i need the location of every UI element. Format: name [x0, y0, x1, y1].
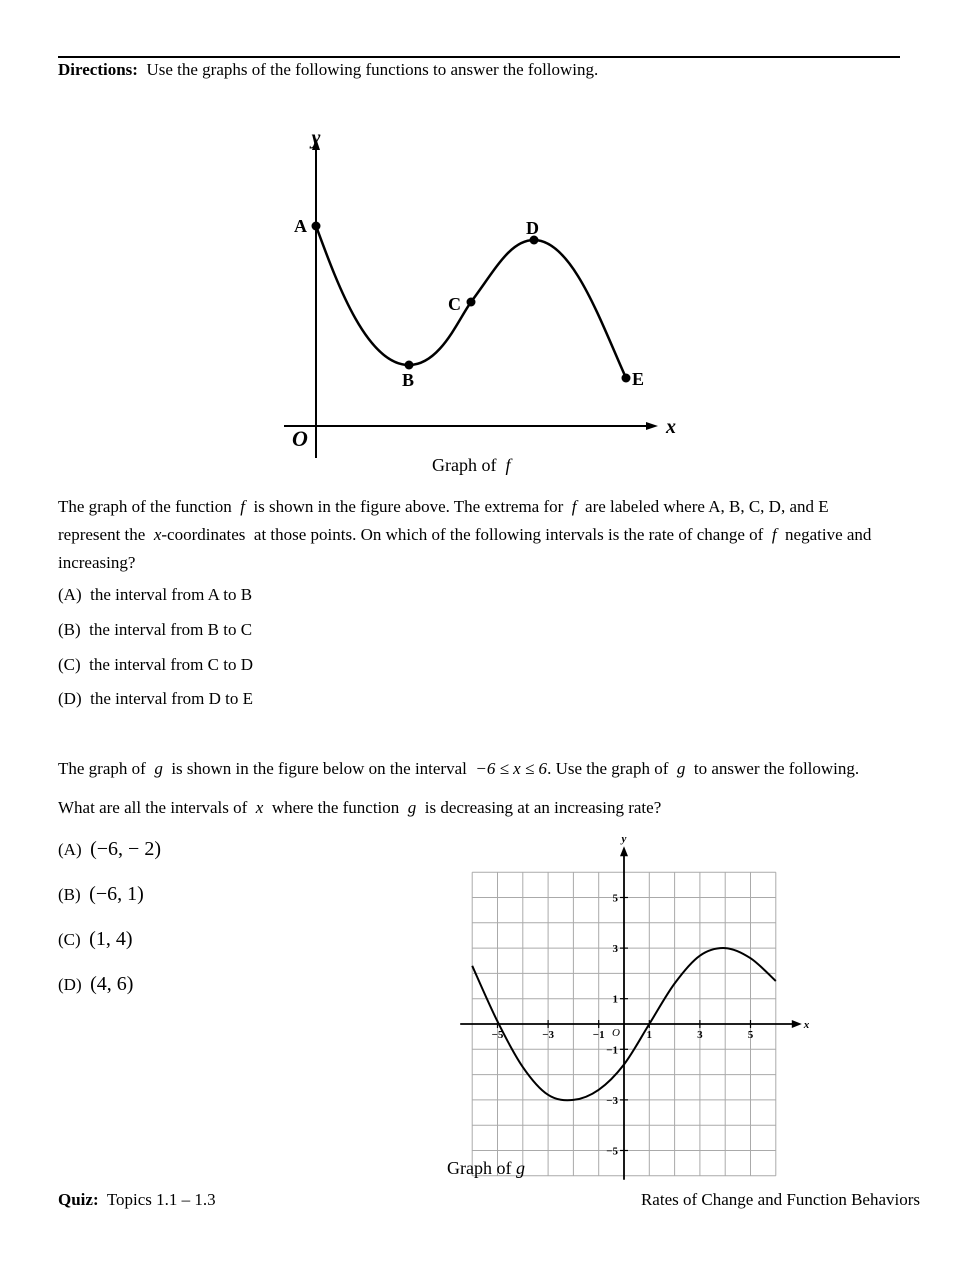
q2-option-b[interactable]: (B) (−6, 1) [58, 883, 144, 905]
f-point-c [467, 298, 476, 307]
question2-stem: What are all the intervals of x where the function g is decreasing at an increasing rate? [58, 798, 662, 817]
f-point-a [312, 222, 321, 231]
g-y-arrow [620, 846, 628, 856]
g-x-tick-label: −1 [592, 1029, 605, 1041]
f-label-b: B [402, 370, 415, 390]
g-caption-var: g [515, 1158, 525, 1178]
directions: Directions: Use the graphs of the following functions to answer the following. [58, 60, 599, 79]
g-y-tick-label: −3 [606, 1094, 618, 1107]
graph-f-caption: Graph of f [432, 455, 511, 475]
g-ticks [492, 893, 754, 1158]
g-y-tick-label: 1 [612, 993, 618, 1006]
f-label-e: E [632, 369, 645, 389]
f-x-arrow [646, 422, 658, 430]
f-label-a: A [294, 216, 307, 236]
f-origin-label: O [292, 426, 308, 451]
g-caption [447, 1158, 525, 1178]
q2-option-a[interactable]: (A) (−6, − 2) [58, 838, 161, 860]
g-x-tick-label: −5 [491, 1029, 504, 1041]
header-rule [58, 56, 900, 58]
g-y-tick-label: −5 [606, 1145, 618, 1158]
g-x-tick-label: 3 [697, 1029, 703, 1041]
g-y-tick-label: 3 [612, 943, 618, 956]
g-origin-label: O [612, 1027, 620, 1039]
q1-option-d[interactable]: (D) the interval from D to E [58, 689, 253, 708]
question1-stem: The graph of the function f is shown in the figure above. The extrema for f are labeled where A, B, C, D, and E represent the x-coordinates at those points. On which of the following intervals is the rate of change of f negative and increasing? [58, 497, 872, 572]
footer-right: Rates of Change and Function Behaviors [640, 1190, 920, 1209]
g-x-arrow [792, 1020, 802, 1028]
graph-f [270, 120, 690, 490]
g-x-label: x [803, 1019, 810, 1031]
g-x-tick-label: −3 [542, 1029, 554, 1041]
g-y-tick-label: 5 [612, 892, 618, 905]
graph-g [440, 830, 830, 1190]
f-label-c: C [448, 294, 461, 314]
g-caption-prefix: Graph of [447, 1158, 512, 1178]
g-x-tick-label: 5 [747, 1029, 754, 1041]
f-x-label: x [666, 416, 676, 438]
q2-option-c[interactable]: (C) (1, 4) [58, 928, 133, 950]
footer-left: Quiz: Topics 1.1 – 1.3 [58, 1190, 216, 1209]
f-y-label: y [311, 127, 321, 149]
f-label-d: D [526, 218, 539, 238]
q1-option-b[interactable]: (B) the interval from B to C [58, 620, 253, 639]
q1-option-c[interactable]: (C) the interval from C to D [58, 655, 253, 674]
f-point-e [622, 374, 631, 383]
question2-intro: The graph of g is shown in the figure below on the interval −6 ≤ x ≤ 6. Use the graph of g to answer the following. [58, 759, 860, 778]
g-y-label: y [621, 833, 627, 846]
g-x-tick-label: 1 [646, 1029, 653, 1041]
f-point-b [405, 361, 414, 370]
q1-option-a[interactable]: (A) the interval from A to B [58, 585, 253, 604]
g-y-tick-label: −1 [606, 1044, 618, 1057]
q2-option-d[interactable]: (D) (4, 6) [58, 973, 134, 995]
